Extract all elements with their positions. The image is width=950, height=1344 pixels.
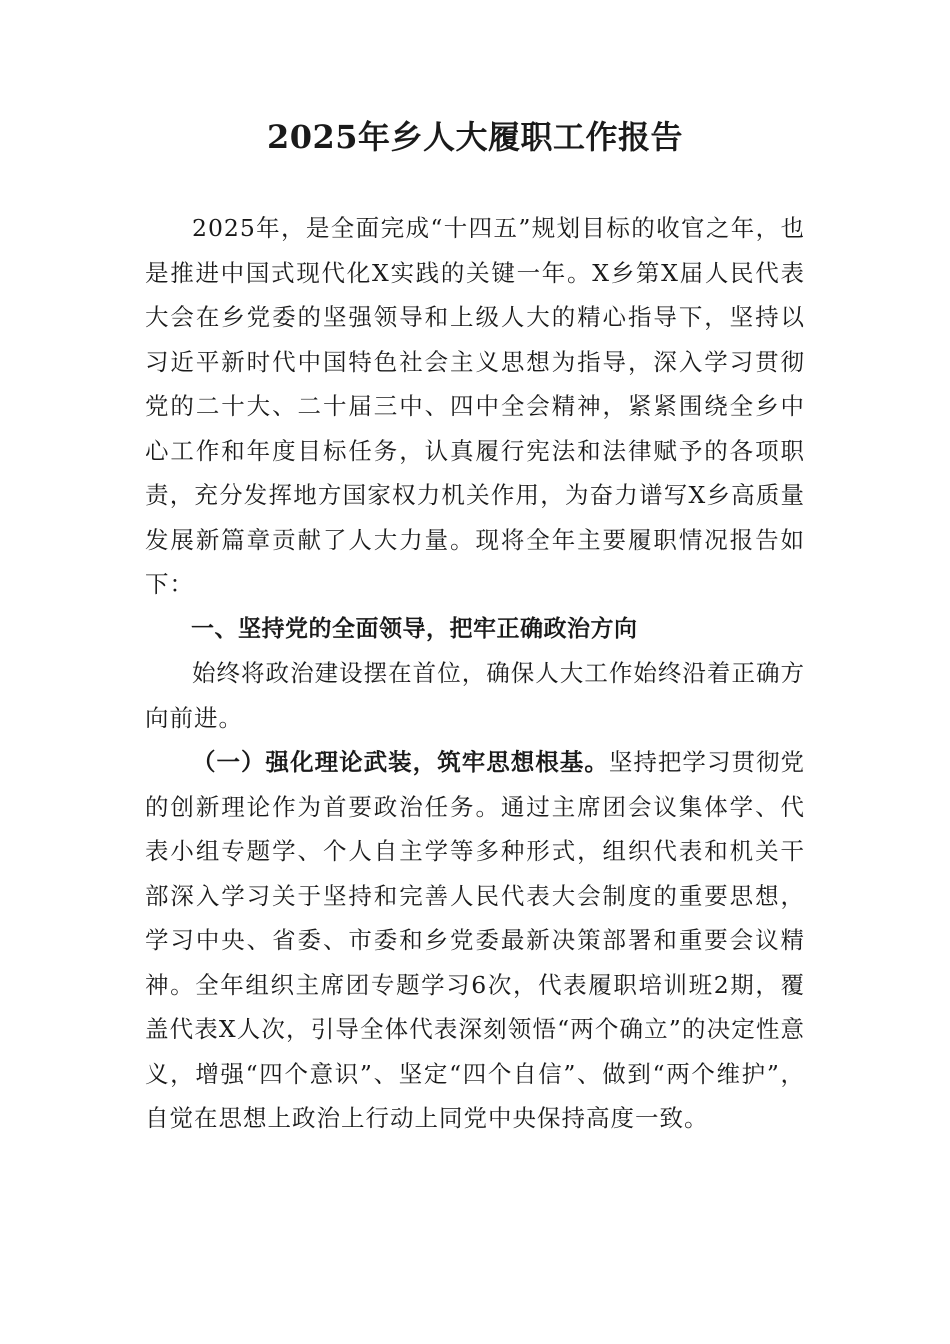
intro-paragraph: 2025年，是全面完成“十四五”规划目标的收官之年，也是推进中国式现代化X实践的关键一年。X乡第X届人民代表大会在乡党委的坚强领导和上级人大的精心指导下，坚持以习近平新时代中国特色社会主义思想为指导，深入学习贯彻党的二十大、二十届三中、四中全会精神，紧紧围绕全乡中心工作和年度目标任务，认真履行宪法和法律赋予的各项职责，充分发挥地方国家权力机关作用，为奋力谱写X乡高质量发展新篇章贡献了人大力量。现将全年主要履职情况报告如下： [145, 214, 805, 598]
document-title: 2025年乡人大履职工作报告 [266, 118, 684, 156]
subsection-text: 坚持把学习贯彻党的创新理论作为首要政治任务。通过主席团会议集体学、代表小组专题学、个人自主学等多种形式，组织代表和机关干部深入学习关于坚持和完善人民代表大会制度的重要思想，学习中央、省委、市委和乡党委最新决策部署和重要会议精神。全年组织主席团专题学习6次，代表履职培训班2期，覆盖代表X人次，引导全体代表深刻领悟“两个确立”的决定性意义，增强“四个意识”、坚定“四个自信”、做到“两个维护”，自觉在思想上政治上行动上同党中央保持高度一致。 [145, 748, 806, 1132]
subsection-heading: （一）强化理论武装，筑牢思想根基。 [192, 748, 609, 776]
section-lead-paragraph: 始终将政治建设摆在首位，确保人大工作始终沿着正确方向前进。 [145, 659, 805, 732]
document-body [145, 206, 805, 1141]
subsection-paragraph [145, 740, 805, 1141]
section-heading: 一、坚持党的全面领导，把牢正确政治方向 [191, 615, 638, 642]
